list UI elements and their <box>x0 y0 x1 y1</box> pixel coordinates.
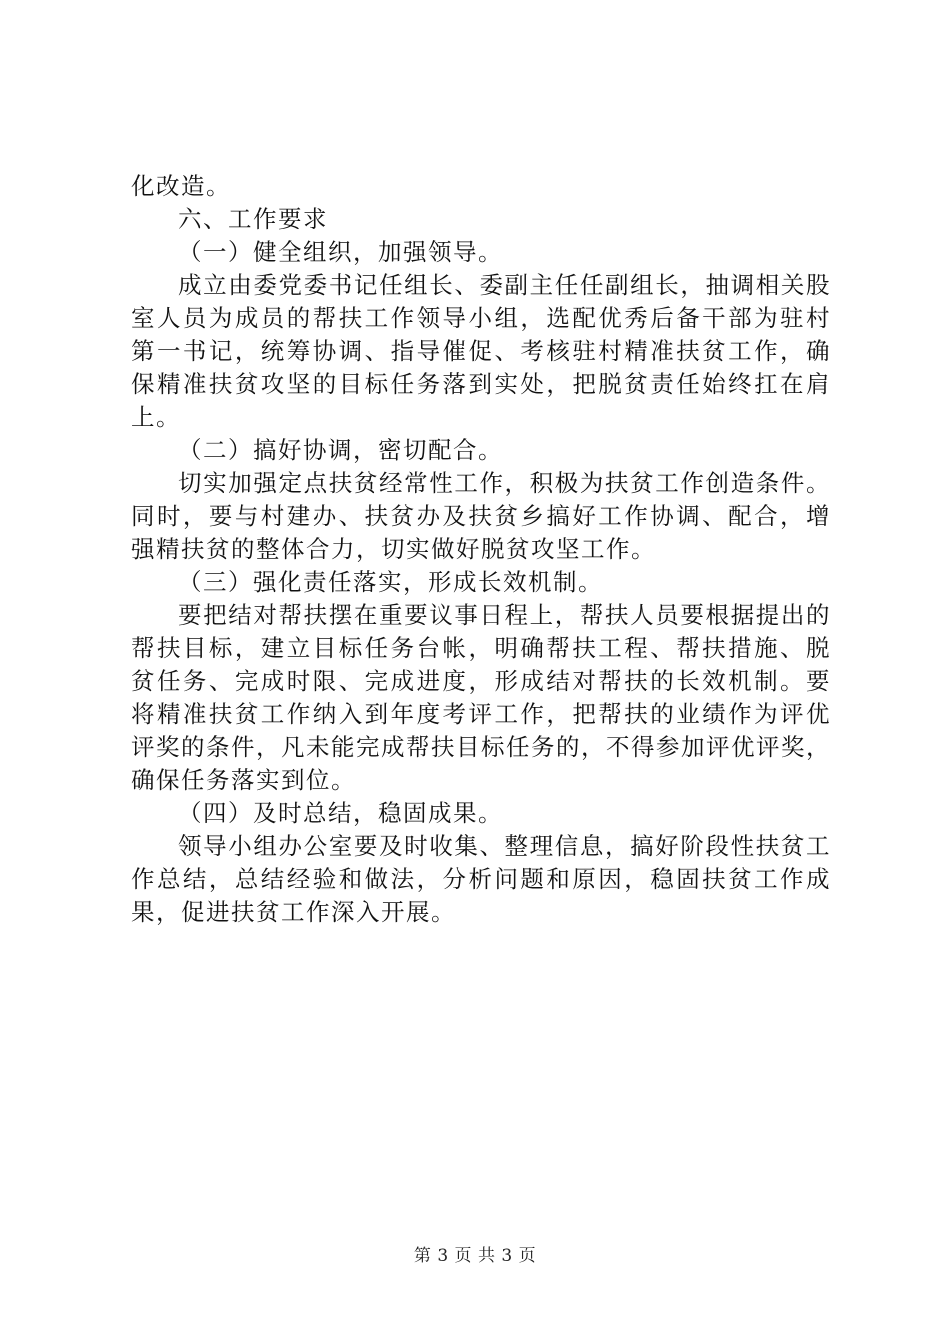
paragraph-line: 帮扶目标，建立目标任务台帐，明确帮扶工程、帮扶措施、脱 <box>131 634 831 662</box>
paragraph-line: 领导小组办公室要及时收集、整理信息，搞好阶段性扶贫工 <box>178 832 831 860</box>
paragraph-line: 评奖的条件，凡未能完成帮扶目标任务的，不得参加评优评奖， <box>131 733 831 761</box>
paragraph-line: 同时，要与村建办、扶贫办及扶贫乡搞好工作协调、配合，增 <box>131 502 831 530</box>
paragraph-line: 上。 <box>131 403 181 431</box>
paragraph-line: 作总结，总结经验和做法，分析问题和原因，稳固扶贫工作成 <box>131 865 831 893</box>
paragraph-line: 室人员为成员的帮扶工作领导小组，选配优秀后备干部为驻村 <box>131 304 831 332</box>
paragraph-line: 强精扶贫的整体合力，切实做好脱贫攻坚工作。 <box>131 535 656 563</box>
text-line: 化改造。 <box>131 172 231 200</box>
paragraph-line: 将精准扶贫工作纳入到年度考评工作，把帮扶的业绩作为评优 <box>131 700 831 728</box>
subsection-heading: （四）及时总结，稳固成果。 <box>178 799 503 827</box>
paragraph-line: 要把结对帮扶摆在重要议事日程上，帮扶人员要根据提出的 <box>178 601 831 629</box>
paragraph-line: 第一书记，统筹协调、指导催促、考核驻村精准扶贫工作，确 <box>131 337 831 365</box>
paragraph-line: 贫任务、完成时限、完成进度，形成结对帮扶的长效机制。要 <box>131 667 831 695</box>
subsection-heading: （一）健全组织，加强领导。 <box>178 238 503 266</box>
paragraph-line: 切实加强定点扶贫经常性工作，积极为扶贫工作创造条件。 <box>178 469 831 497</box>
paragraph-line: 成立由委党委书记任组长、委副主任任副组长，抽调相关股 <box>178 271 831 299</box>
paragraph-line: 果，促进扶贫工作深入开展。 <box>131 898 456 926</box>
paragraph-line: 确保任务落实到位。 <box>131 766 356 794</box>
page-footer: 第 3 页 共 3 页 <box>413 1246 537 1266</box>
subsection-heading: （三）强化责任落实，形成长效机制。 <box>178 568 603 596</box>
document-body <box>131 170 831 929</box>
section-heading: 六、工作要求 <box>178 205 328 233</box>
subsection-heading: （二）搞好协调，密切配合。 <box>178 436 503 464</box>
paragraph-line: 保精准扶贫攻坚的目标任务落到实处，把脱贫责任始终扛在肩 <box>131 370 831 398</box>
